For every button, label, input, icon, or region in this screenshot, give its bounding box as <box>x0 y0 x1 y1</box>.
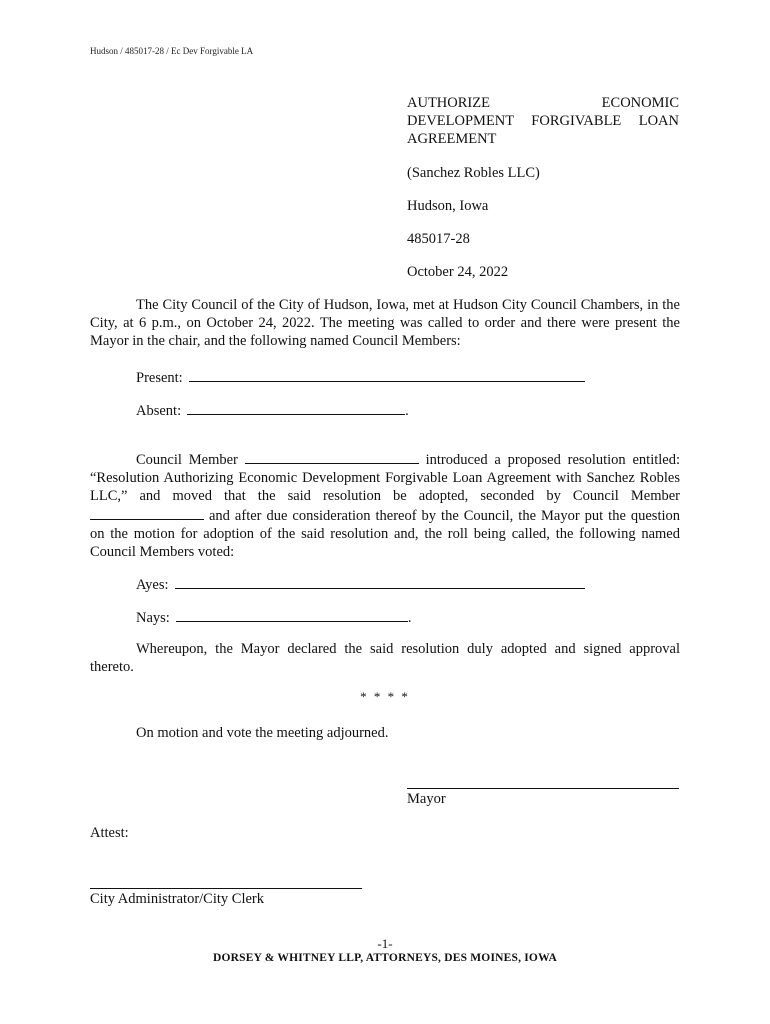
ayes-blank <box>175 574 585 589</box>
whereupon-paragraph: Whereupon, the Mayor declared the said resolution duly adopted and signed approval thereto. <box>90 641 680 676</box>
motion-text-part1: Council Member <box>136 452 238 468</box>
clerk-label: City Administrator/City Clerk <box>90 891 264 907</box>
absent-row <box>136 400 409 420</box>
nays-row <box>136 607 411 627</box>
ayes-label: Ayes: <box>136 577 169 593</box>
nays-label: Nays: <box>136 610 170 626</box>
caption-place: Hudson, Iowa <box>407 198 489 214</box>
nays-blank <box>176 607 408 622</box>
caption-block <box>407 94 679 280</box>
absent-label: Absent: <box>136 403 182 419</box>
seconder-blank <box>90 506 204 520</box>
nays-period: . <box>407 610 412 626</box>
firm-footer: DORSEY & WHITNEY LLP, ATTORNEYS, DES MOINES, IOWA <box>212 952 558 964</box>
mayor-signature-line <box>407 788 679 789</box>
caption-file-number: 485017-28 <box>407 231 470 247</box>
mayor-label: Mayor <box>407 791 446 807</box>
document-title: AUTHORIZE ECONOMIC DEVELOPMENT FORGIVABLE LOAN AGREEMENT <box>407 95 679 147</box>
intro-paragraph: The City Council of the City of Hudson, Iowa, met at Hudson City Council Chambers, in the City, at 6 p.m., on October 24, 2022. The meeting was called to order and there were present the Mayor in the chair, and the following named Council Members: <box>90 297 680 350</box>
page-number: -1- <box>377 936 393 951</box>
caption-date: October 24, 2022 <box>407 264 509 280</box>
motion-text-part3: and after due consideration thereof by the Council, the Mayor put the question on the motion for adoption of the said resolution and, the roll being called, the following named Council Members voted: <box>90 507 681 561</box>
present-row <box>136 367 585 387</box>
caption-party: (Sanchez Robles LLC) <box>407 165 540 181</box>
section-separator: * * * * <box>360 689 410 704</box>
ayes-row <box>136 574 585 594</box>
introducer-blank <box>245 450 419 464</box>
attest-label: Attest: <box>90 825 129 841</box>
clerk-signature-line <box>90 888 362 889</box>
present-blank <box>189 367 585 382</box>
absent-blank <box>187 400 405 415</box>
motion-paragraph <box>90 450 680 561</box>
absent-period: . <box>405 403 409 419</box>
adjourned-text: On motion and vote the meeting adjourned. <box>136 725 389 741</box>
document-reference: Hudson / 485017-28 / Ec Dev Forgivable LA <box>90 46 254 56</box>
present-label: Present: <box>136 370 183 386</box>
motion-text-part2: introduced a proposed resolution entitled: “Resolution Authorizing Economic Development Forgivable Loan Agreement with Sanchez Robles LLC,” and moved that the said resolution be adopted, seconded by Council Member <box>90 452 681 505</box>
